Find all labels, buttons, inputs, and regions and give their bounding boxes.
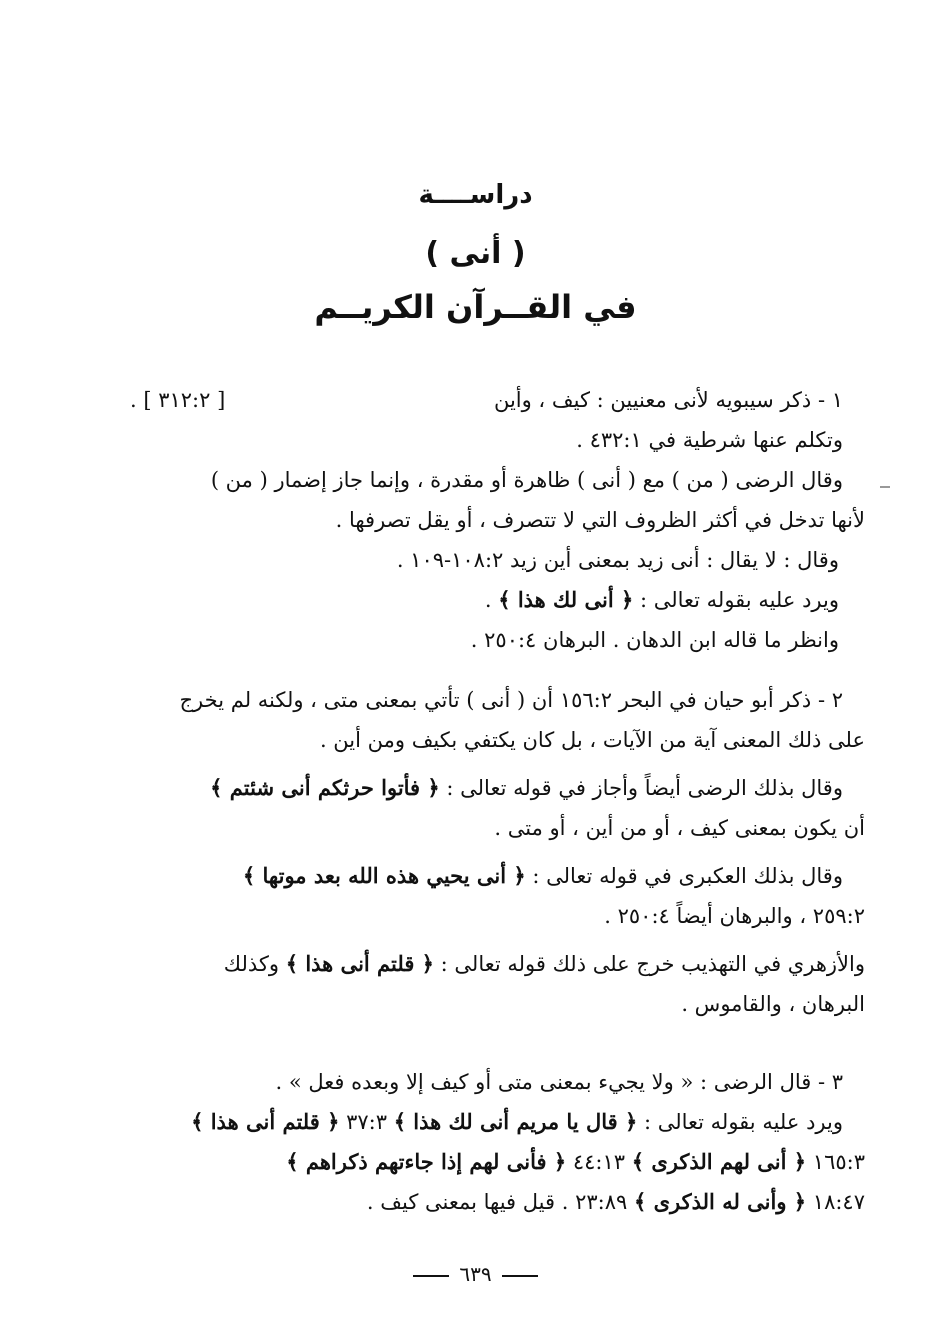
section-2-line-7 (130, 944, 865, 984)
quran-verse: ﴿ أنى لهم الذكرى ﴾ (631, 1149, 807, 1174)
page-number (0, 1262, 951, 1286)
verse-reference: ١٦٥:٣ (812, 1150, 865, 1174)
section-2-line-3 (130, 768, 865, 808)
section-1-line-1-ref: . [ ٣١٢:٢ ] (130, 388, 226, 412)
section-1-line-4: لأنها تدخل في أكثر الظروف التي لا تتصرف ، أو يقل تصرفها . (335, 508, 865, 532)
section-2-line-5-text: وقال بذلك العكبرى في قوله تعالى : (532, 864, 843, 888)
section-1-line-1-text: ١ - ذكر سيبويه لأنى معنيين : كيف ، وأين (493, 388, 843, 412)
quran-verse: ﴿ أنى لك هذا ﴾ (498, 587, 634, 612)
section-1-line-1 (130, 380, 865, 420)
quran-verse: ﴿ فأتوا حرثكم أنى شئتم ﴾ (210, 775, 440, 800)
section-2-line-3-text: وقال بذلك الرضى أيضاً وأجاز في قوله تعالى : (446, 776, 843, 800)
section-2-line-8: البرهان ، والقاموس . (681, 992, 865, 1016)
section-2-line-7-text: والأزهري في التهذيب خرج على ذلك قوله تعالى : (440, 952, 865, 976)
section-3-line-1: ٣ - قال الرضى : « ولا يجيء بمعنى متى أو كيف إلا وبعده فعل » . (275, 1070, 843, 1094)
quran-verse: ﴿ أنى يحيي هذه الله بعد موتها ﴾ (242, 863, 526, 888)
section-3-line-2-text: ويرد عليه بقوله تعالى : (643, 1110, 843, 1134)
section-2-line-1: ٢ - ذكر أبو حيان في البحر ١٥٦:٢ أن ( أنى ) تأتي بمعنى متى ، ولكنه لم يخرج (179, 688, 843, 712)
section-1-line-5: وقال : لا يقال : أنى زيد بمعنى أين زيد ١٠٨:٢-١٠٩ . (396, 548, 839, 572)
section-2-line-7-end: وكذلك (223, 952, 280, 976)
section-3-line-3 (130, 1142, 865, 1182)
page-number-dash-right (502, 1275, 538, 1277)
quran-verse: ﴿ وأنى له الذكرى ﴾ (633, 1189, 807, 1214)
section-3-line-2 (130, 1102, 865, 1142)
page-number-value: ٦٣٩ (459, 1262, 492, 1286)
section-1-line-7: وانظر ما قاله ابن الدهان . البرهان ٢٥٠:٤ . (470, 628, 839, 652)
section-1-line-2: وتكلم عنها شرطية في ٤٣٢:١ . (576, 428, 843, 452)
quran-verse: ﴿ قلتم أنى هذا ﴾ (285, 951, 434, 976)
quran-verse: ﴿ فأنى لهم إذا جاءتهم ذكراهم ﴾ (286, 1149, 567, 1174)
section-2-line-5 (130, 856, 865, 896)
verse-reference: ٢٣:٨٩ (575, 1190, 628, 1214)
title-line-2: ( أنى ) (425, 236, 526, 271)
verse-reference: ٤٤:١٣ (572, 1150, 626, 1174)
verse-reference: ٣٧:٣ (346, 1110, 387, 1134)
section-1-line-6-end: . (484, 588, 492, 612)
title-line-1: دراســــة (418, 180, 533, 210)
section-2-line-4: أن يكون بمعنى كيف ، أو من أين ، أو متى . (494, 816, 865, 840)
section-1-line-6 (130, 580, 865, 620)
title-line-3: في القــرآن الكريــم (314, 288, 637, 326)
section-2-line-6: ٢٥٩:٢ ، والبرهان أيضاً ٢٥٠:٤ . (604, 904, 865, 928)
quran-verse: ﴿ قلتم أنى هذا ﴾ (191, 1109, 340, 1134)
page-number-dash-left (413, 1275, 449, 1277)
section-3-line-4-end: . قيل فيها بمعنى كيف . (366, 1190, 569, 1214)
margin-mark (880, 486, 890, 488)
verse-reference: ١٨:٤٧ (812, 1190, 865, 1214)
quran-verse: ﴿ قال يا مريم أنى لك هذا ﴾ (393, 1109, 638, 1134)
section-2-line-2: على ذلك المعنى آية من الآيات ، بل كان يكتفي بكيف ومن أين . (319, 728, 865, 752)
section-1-line-3: وقال الرضى ( من ) مع ( أنى ) ظاهرة أو مقدرة ، وإنما جاز إضمار ( من ) (210, 468, 843, 492)
section-1-line-6-text: ويرد عليه بقوله تعالى : (639, 588, 839, 612)
section-1 (130, 380, 865, 660)
section-2 (130, 680, 865, 1024)
section-3 (130, 1062, 865, 1222)
section-3-line-4 (130, 1182, 865, 1222)
